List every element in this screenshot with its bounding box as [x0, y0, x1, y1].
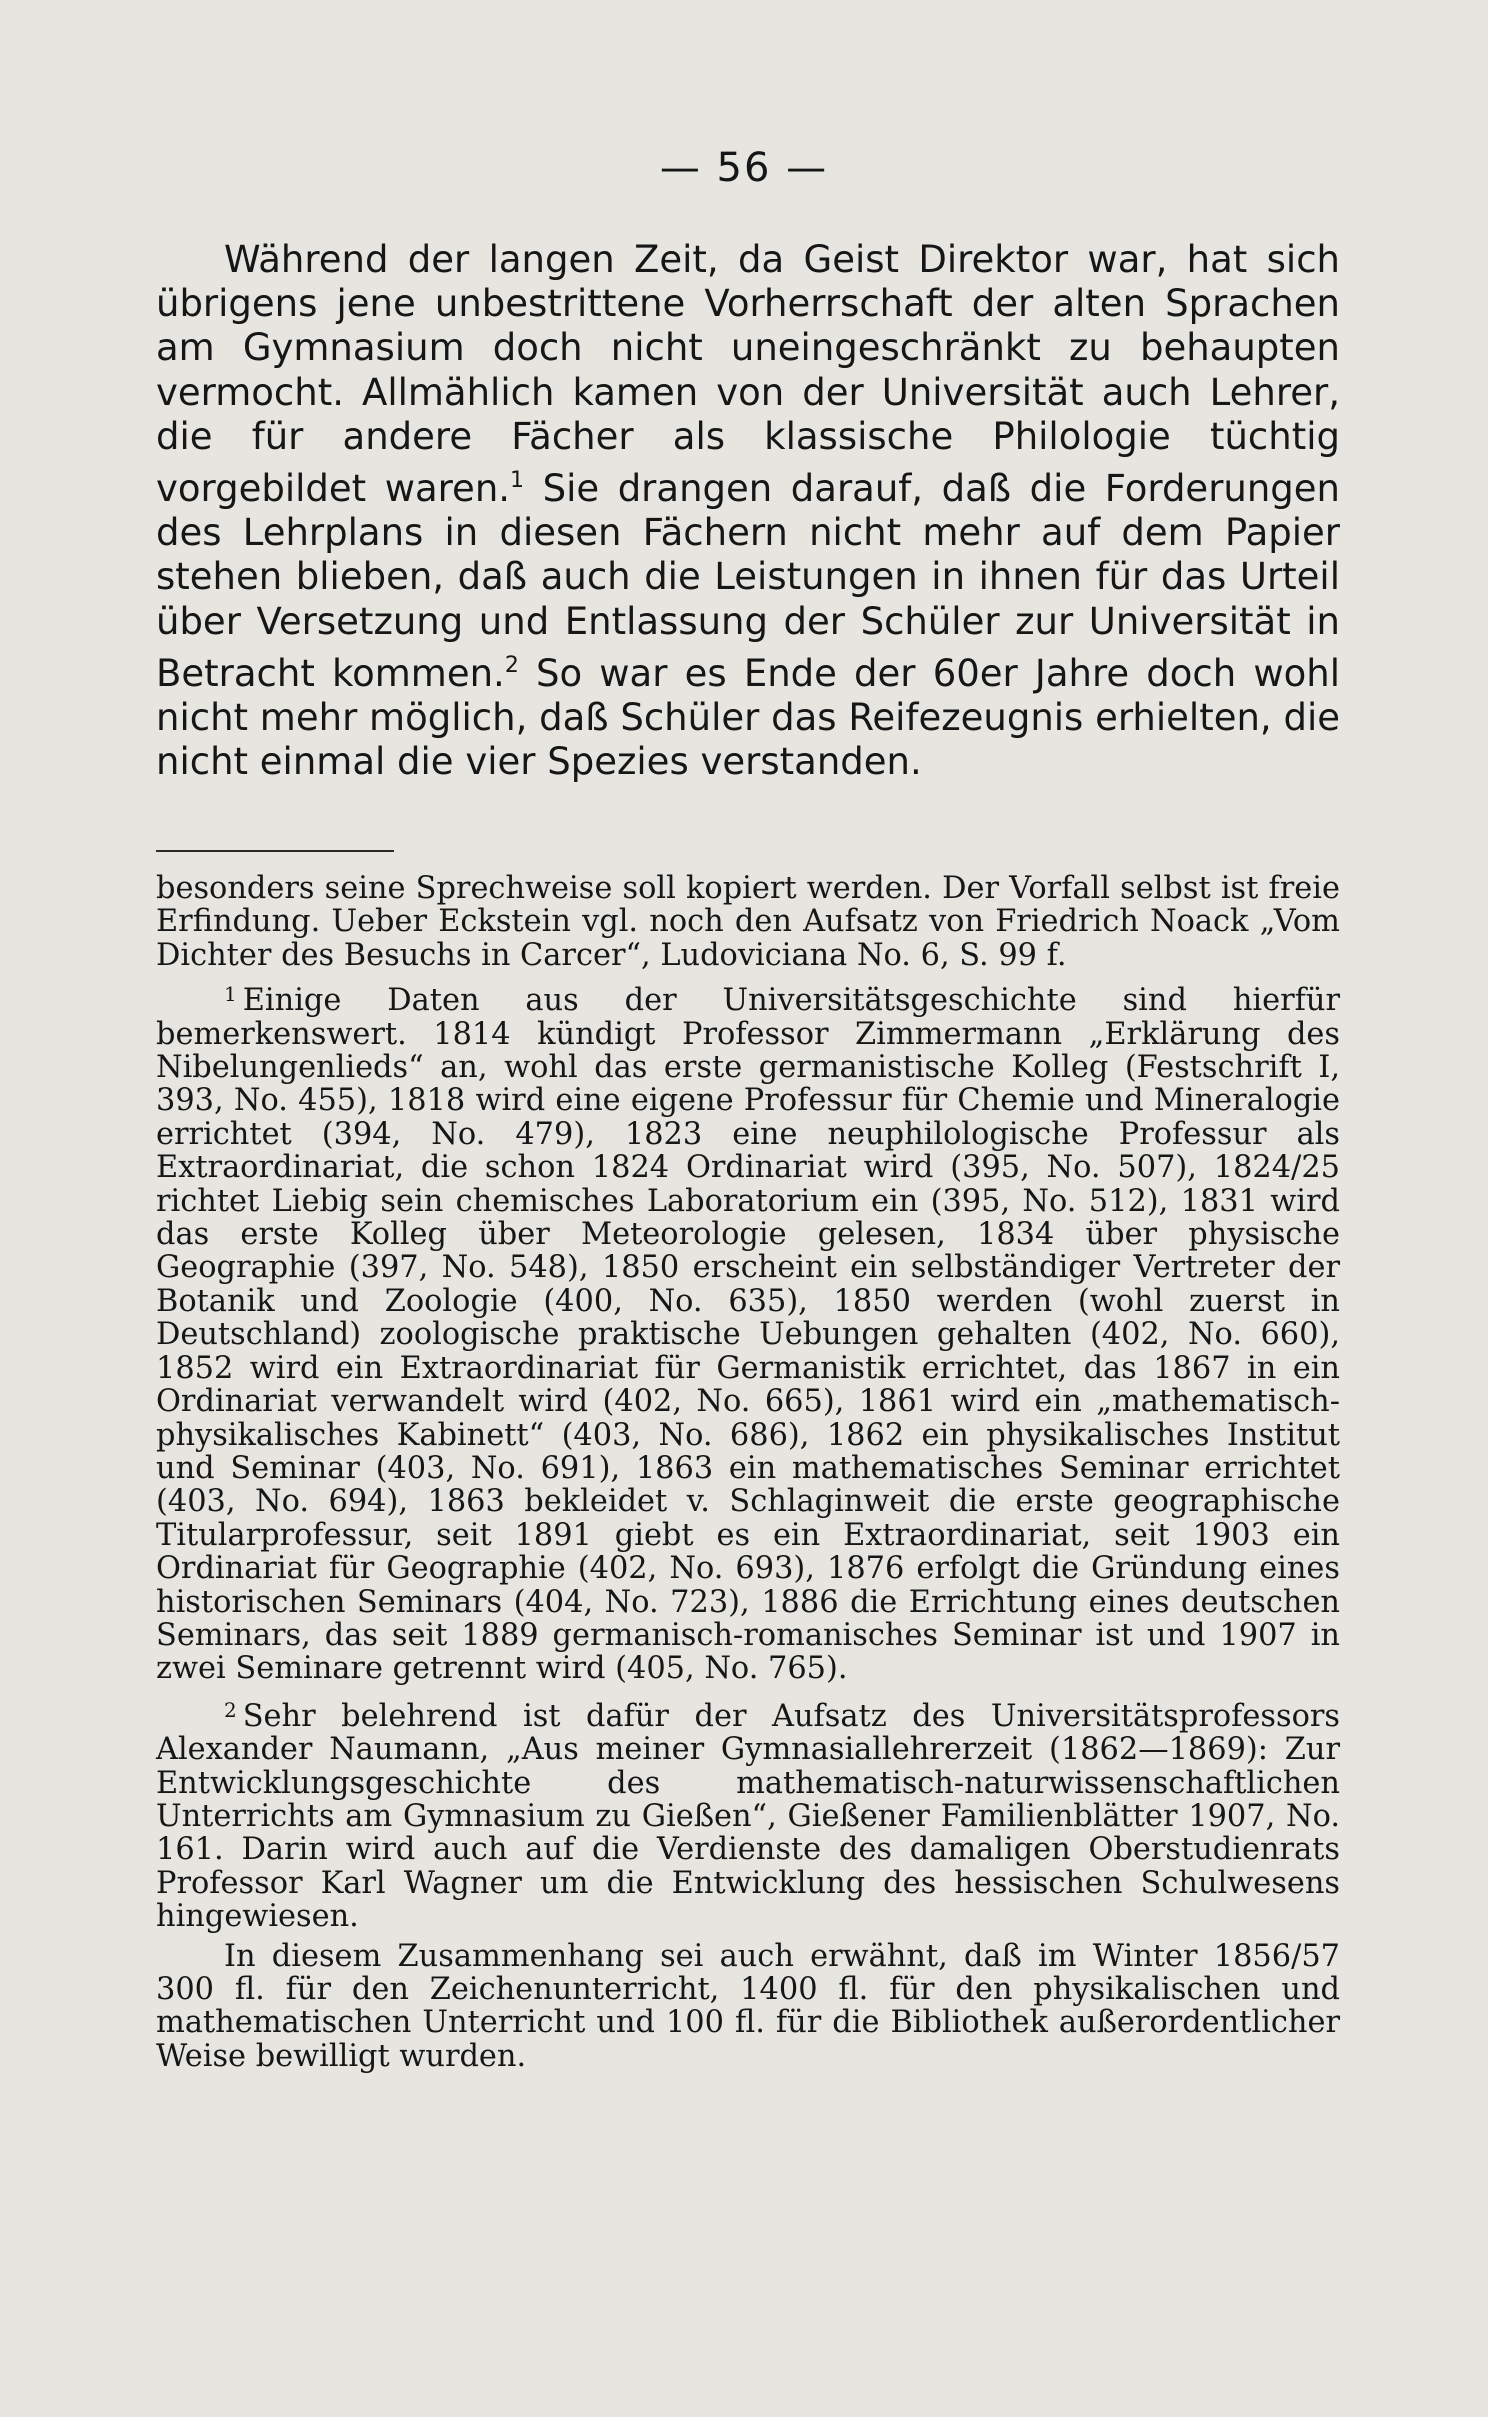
- main-text-part-1: Während der langen Zeit, da Geist Direktor war, hat sich übrigens jene unbestrittene Vorherrschaft der alten Sprachen am Gymnasium doch nicht uneingeschränkt zu behaupten vermocht. Allmählich kamen von der Universität auch Lehrer, die für andere Fächer als klassische Philologie tüchtig vorgebildet waren.: [156, 238, 1340, 511]
- footnotes-block: [156, 872, 1340, 2073]
- footnote-carryover: besonders seine Sprechweise soll kopiert werden. Der Vorfall selbst ist freie Erfindung. Ueber Eckstein vgl. noch den Aufsatz von Friedrich Noack „Vom Dichter des Besuchs in Carcer“, Ludoviciana No. 6, S. 99 f.: [156, 871, 1340, 973]
- main-paragraph: [156, 238, 1340, 784]
- main-text-part-2: Sie drangen darauf, daß die Forderungen des Lehrplans in diesen Fächern nicht mehr auf dem Papier stehen blieben, daß auch die Leistungen in ihnen für das Urteil über Versetzung und Entlassung der Schüler zur Universität in Betracht kommen.: [156, 467, 1341, 695]
- footnote-2: [156, 1694, 1340, 1934]
- footnote-separator: [156, 850, 394, 852]
- footnote-1-marker: 1: [224, 982, 237, 1007]
- footnote-2-marker: 2: [224, 1697, 237, 1722]
- footnote-1: [156, 978, 1340, 1686]
- footnote-ref-1: 1: [510, 468, 525, 494]
- main-text-part-3: So war es Ende der 60er Jahre doch wohl nicht mehr möglich, daß Schüler das Reifezeugnis erhielten, die nicht einmal die vier Spezies verstanden.: [156, 651, 1340, 784]
- page-number: — 56 —: [659, 145, 829, 191]
- footnote-2-continuation: In diesem Zusammenhang sei auch erwähnt, daß im Winter 1856/57 300 fl. für den Zeichenunterricht, 1400 fl. für den physikalischen und mathematischen Unterricht und 100 fl. für die Bibliothek außerordentlicher Weise bewilligt wurden.: [156, 1938, 1340, 2074]
- footnote-2-text: Sehr belehrend ist dafür der Aufsatz des Universitätsprofessors Alexander Naumann, „Aus meiner Gymnasiallehrerzeit (1862—1869): Zur Entwicklungsgeschichte des mathematisch-naturwissenschaftlichen Unterrichts am Gymnasium zu Gießen“, Gießener Familienblätter 1907, No. 161. Darin wird auch auf die Verdienste des damaligen Oberstudienrats Professor Karl Wagner um die Entwicklung des hessischen Schulwesens hingewiesen.: [156, 1698, 1340, 1935]
- footnote-1-text: Einige Daten aus der Universitätsgeschichte sind hierfür bemerkenswert. 1814 kündigt Professor Zimmermann „Erklärung des Nibelungenlieds“ an, wohl das erste germanistische Kolleg (Festschrift I, 393, No. 455), 1818 wird eine eigene Professur für Chemie und Mineralogie errichtet (394, No. 479), 1823 eine neuphilologische Professur als Extraordinariat, die schon 1824 Ordinariat wird (395, No. 507), 1824/25 richtet Liebig sein chemisches Laboratorium ein (395, No. 512), 1831 wird das erste Kolleg über Meteorologie gelesen, 1834 über physische Geographie (397, No. 548), 1850 erscheint ein selbständiger Vertreter der Botanik und Zoologie (400, No. 635), 1850 werden (wohl zuerst in Deutschland) zoologische praktische Uebungen gehalten (402, No. 660), 1852 wird ein Extraordinariat für Germanistik errichtet, das 1867 in ein Ordinariat verwandelt wird (402, No. 665), 1861 wird ein „mathematisch-physikalisches Kabinett“ (403, No. 686), 1862 ein physikalisches Institut und Seminar (403, No. 691), 1863 ein mathematisches Seminar errichtet (403, No. 694), 1863 bekleidet v. Schlaginweit die erste geographische Titularprofessur, seit 1891 giebt es ein Extraordinariat, seit 1903 ein Ordinariat für Geographie (402, No. 693), 1876 erfolgt die Gründung eines historischen Seminars (404, No. 723), 1886 die Errichtung eines deutschen Seminars, das seit 1889 germanisch-romanisches Seminar ist und 1907 in zwei Seminare getrennt wird (405, No. 765).: [156, 983, 1340, 1687]
- footnote-ref-2: 2: [504, 652, 519, 678]
